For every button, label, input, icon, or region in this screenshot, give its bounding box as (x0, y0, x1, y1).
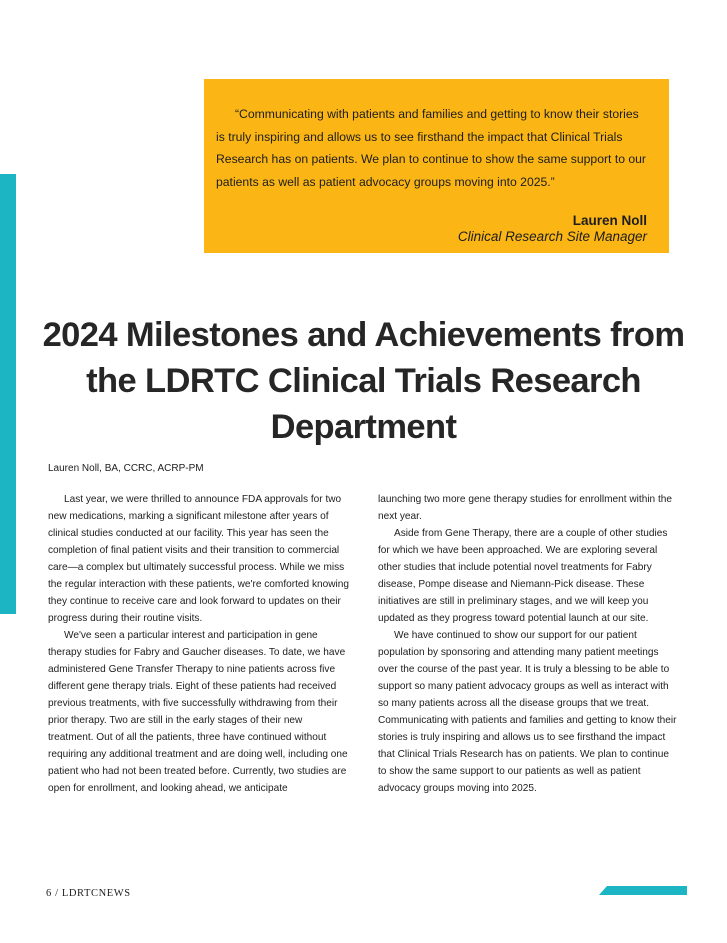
article-column-left (48, 491, 350, 797)
article-paragraph: Last year, we were thrilled to announce FDA approvals for two new medications, marking a significant milestone after years of clinical studies conducted at our facility. This year has seen the completion of final patient visits and their transition to commercial care—a complex but ultimately successful process. While we miss the regular interaction with these patients, we're comforted knowing they continue to receive care and look forward to updates on their progress during their routine visits. (48, 494, 349, 624)
article-title: 2024 Milestones and Achievements from the LDRTC Clinical Trials Research Department (42, 316, 685, 446)
pull-quote-text: “Communicating with patients and families and getting to know their stories is truly inspiring and allows us to see firsthand the impact that Clinical Trials Research has on patients. We plan to continue to show the same support to our patients as well as patient advocacy groups moving into 2025.” (216, 107, 646, 189)
article-paragraph: We have continued to show our support for our patient population by sponsoring and attending many patient meetings over the course of the past year. It is truly a blessing to be able to support so many patient advocacy groups as well as interact with so many patients across all the disease groups that we treat. Communicating with patients and families and getting to know their stories is truly inspiring and allows us to see firsthand the impact that Clinical Trials Research has on patients. We plan to continue to show the same support to our patients as well as patient advocacy groups moving into 2025. (378, 630, 677, 794)
pull-quote-author-role: Clinical Research Site Manager (457, 229, 647, 244)
article-paragraph: We've seen a particular interest and participation in gene therapy studies for Fabry and Gaucher diseases. To date, we have administered Gene Transfer Therapy to nine patients across five different gene therapy trials. Eight of these patients had received previous treatments, with five successfully withdrawing from their prior therapy. Two are still in the early stages of their new treatment. Out of all the patients, three have continued without requiring any additional treatment and are doing well, including one patient who had not been treated before. Currently, two studies are open for enrollment, and looking ahead, we anticipate (48, 630, 348, 794)
article-paragraph-continued: launching two more gene therapy studies for enrollment within the next year. (378, 494, 673, 522)
article-paragraph: Aside from Gene Therapy, there are a couple of other studies for which we have been approached. We are exploring several other studies that include potential novel treatments for Fabry disease, Pompe disease and Niemann-Pick disease. These initiatives are still in preliminary stages, and we will keep you updated as they progress toward potential launch at our site. (378, 528, 668, 624)
pull-quote-author: Lauren Noll (572, 213, 647, 228)
article-byline: Lauren Noll, BA, CCRC, ACRP-PM (48, 463, 204, 474)
page-footer: 6 / LDRTCNEWS (46, 888, 131, 899)
left-accent-bar (0, 174, 16, 614)
pull-quote-box (204, 79, 669, 253)
article-column-right (378, 491, 680, 797)
footer-accent-bar (599, 886, 687, 895)
